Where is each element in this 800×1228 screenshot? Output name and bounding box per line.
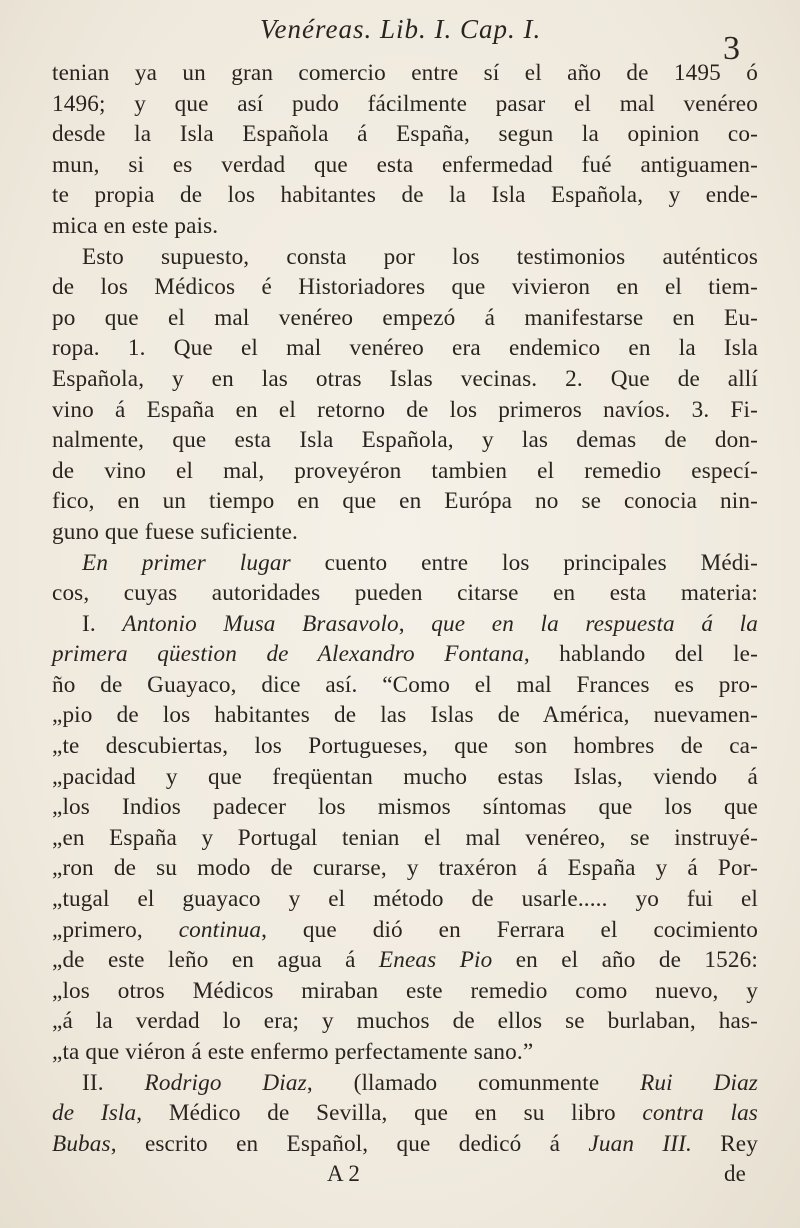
- text-line: „los Indios padecer los mismos síntomas que los que: [52, 794, 758, 821]
- catchword: de: [723, 1161, 746, 1187]
- page-header: [60, 14, 760, 67]
- text-line: mica en este pais.: [52, 212, 219, 239]
- text-segment: „de este leño en agua á: [52, 947, 379, 974]
- italic-phrase: continua: [178, 916, 262, 943]
- text-segment: , que dió en Ferrara el cocimiento: [261, 916, 758, 943]
- list-numeral: I.: [82, 610, 123, 637]
- text-line: „tugal el guayaco y el método de usarle..... yo fui el: [52, 886, 758, 913]
- text-line: „los otros Médicos miraban este remedio como nuevo, y: [52, 977, 758, 1004]
- text-line: „á la verdad lo era; y muchos de ellos se burlaban, has-: [52, 1008, 758, 1035]
- author-name: Rodrigo Diaz: [144, 1069, 307, 1096]
- body-text: [52, 58, 758, 1190]
- text-segment: , Médico de Sevilla, que en su libro: [136, 1100, 643, 1127]
- text-line: tenian ya un gran comercio entre sí el año de 1495 ó: [52, 60, 758, 86]
- text-line: „te descubiertas, los Portugueses, que son hombres de ca-: [52, 733, 758, 760]
- text-line: [52, 639, 758, 670]
- text-line: nalmente, que esta Isla Española, y las demas de don-: [52, 427, 758, 454]
- text-line: [52, 1098, 758, 1129]
- text-line: cos, cuyas autoridades pueden citarse en esta materia:: [52, 580, 758, 607]
- text-line: desde la Isla Española á España, segun la opinion co-: [52, 121, 758, 148]
- text-line: mun, si es verdad que esta enfermedad fué antiguamen-: [52, 151, 758, 178]
- text-line: „ron de su modo de curarse, y traxéron á España y á Por-: [52, 855, 758, 882]
- text-segment: Rey: [691, 1130, 758, 1157]
- author-name: Rui Diaz: [640, 1069, 758, 1096]
- text-line: te propia de los habitantes de la Isla Española, y ende-: [52, 182, 758, 209]
- page-footer: [52, 1159, 758, 1190]
- text-line: [52, 609, 758, 640]
- text-segment: cuento entre los principales Médi-: [290, 549, 759, 576]
- person-name: Juan III.: [588, 1130, 692, 1157]
- text-line: Española, y en las otras Islas vecinas. 2. Que de allí: [52, 365, 758, 392]
- signature-mark: A 2: [327, 1161, 361, 1187]
- text-line: [52, 1068, 758, 1099]
- text-segment: en el año de 1526:: [492, 947, 759, 974]
- text-line: „ta que viéron á este enfermo perfectamente sano.”: [52, 1039, 534, 1065]
- text-line: [52, 548, 758, 579]
- text-line: ropa. 1. Que el mal venéreo era endemico en la Isla: [52, 335, 758, 362]
- text-line: de los Médicos é Historiadores que vivieron en el tiem-: [52, 274, 758, 301]
- text-line: „en España y Portugal tenian el mal venéreo, se instruyé-: [52, 824, 758, 851]
- text-line: po que el mal venéreo empezó á manifestarse en Eu-: [52, 304, 758, 331]
- text-line: [52, 1129, 758, 1160]
- list-numeral: II.: [82, 1069, 145, 1096]
- text-line: ño de Guayaco, dice así. “Como el mal Frances es pro-: [52, 671, 758, 698]
- text-line: [52, 945, 758, 976]
- italic-phrase: que en la respuesta á la: [431, 610, 758, 637]
- person-name: Eneas Pio: [378, 947, 493, 974]
- author-name: Antonio Musa Brasavolo: [122, 610, 399, 637]
- text-line: „pio de los habitantes de las Islas de América, nuevamen-: [52, 702, 758, 729]
- text-line: de vino el mal, proveyéron tambien el remedio especí-: [52, 457, 758, 484]
- text-segment: , (llamado comunmente: [306, 1069, 641, 1096]
- book-title: Bubas: [52, 1130, 111, 1157]
- text-segment: ,: [398, 610, 432, 637]
- text-line: fico, en un tiempo en que en Európa no se conocia nin-: [52, 488, 758, 515]
- page-number: 3: [723, 30, 740, 67]
- text-line: „pacidad y que freqüentan mucho estas Islas, viendo á: [52, 763, 758, 790]
- book-title: contra las: [642, 1100, 758, 1127]
- text-segment: , hablando del le-: [523, 641, 758, 668]
- italic-phrase: En primer lugar: [82, 549, 291, 576]
- text-line: [52, 915, 758, 946]
- running-head: Venéreas. Lib. I. Cap. I.: [260, 14, 542, 44]
- text-segment: , escrito en Español, que dedicó á: [110, 1130, 589, 1157]
- text-line: guno que fuese suficiente.: [52, 518, 298, 545]
- text-segment: „primero,: [52, 916, 179, 943]
- author-name: de Isla: [52, 1100, 137, 1127]
- text-line: vino á España en el retorno de los primeros navíos. 3. Fi-: [52, 396, 758, 423]
- italic-phrase: primera qüestion de Alexandro Fontana: [52, 641, 524, 668]
- text-line: 1496; y que así pudo fácilmente pasar el mal venéreo: [52, 90, 758, 117]
- text-line: Esto supuesto, consta por los testimonios auténticos: [82, 243, 758, 270]
